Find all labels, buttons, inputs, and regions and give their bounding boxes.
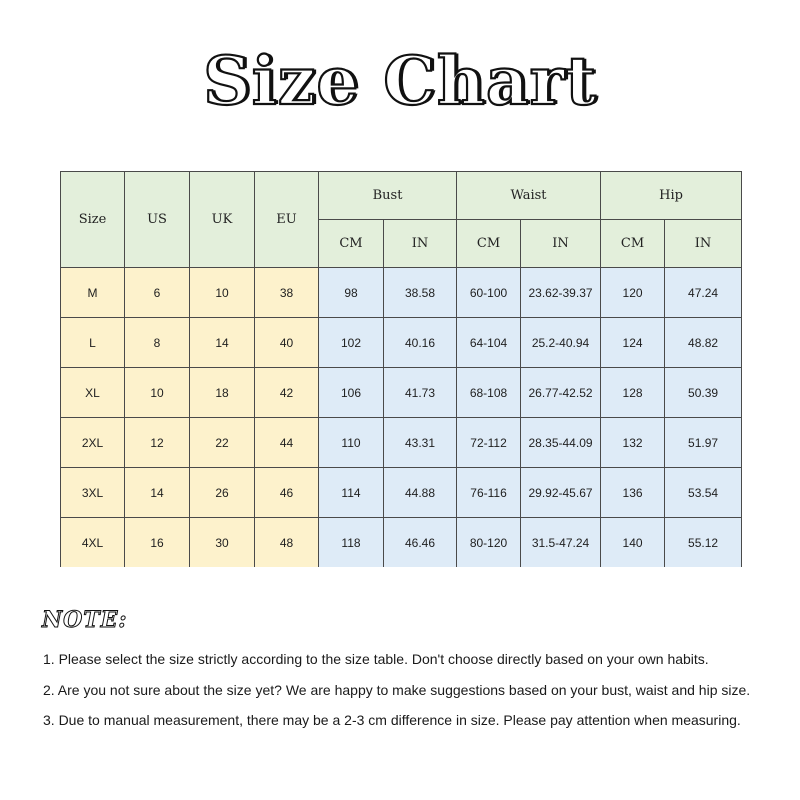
header-size: Size xyxy=(61,172,125,268)
cell-uk: 22 xyxy=(190,418,255,468)
page-title: Size Chart xyxy=(203,42,597,120)
header-eu: EU xyxy=(255,172,319,268)
cell-uk: 14 xyxy=(190,318,255,368)
table-row xyxy=(61,468,742,518)
table-row xyxy=(61,518,742,568)
cell-hip-in: 53.54 xyxy=(665,468,742,518)
cell-us: 16 xyxy=(125,518,190,568)
cell-us: 12 xyxy=(125,418,190,468)
cell-uk: 10 xyxy=(190,268,255,318)
cell-us: 8 xyxy=(125,318,190,368)
cell-eu: 42 xyxy=(255,368,319,418)
cell-size: 3XL xyxy=(61,468,125,518)
header-bust: Bust xyxy=(319,172,457,220)
header-us: US xyxy=(125,172,190,268)
cell-waist-cm: 68-108 xyxy=(457,368,521,418)
cell-size: 4XL xyxy=(61,518,125,568)
table-row xyxy=(61,418,742,468)
cell-size: 2XL xyxy=(61,418,125,468)
cell-waist-cm: 76-116 xyxy=(457,468,521,518)
cell-waist-cm: 80-120 xyxy=(457,518,521,568)
size-table-body xyxy=(61,268,742,568)
cell-waist-in: 31.5-47.24 xyxy=(521,518,601,568)
header-uk: UK xyxy=(190,172,255,268)
note-item: 3. Due to manual measurement, there may be a 2-3 cm difference in size. Please pay attention when measuring. xyxy=(43,712,741,728)
cell-hip-in: 48.82 xyxy=(665,318,742,368)
header-waist-in: IN xyxy=(521,220,601,268)
header-waist: Waist xyxy=(457,172,601,220)
note-item: 2. Are you not sure about the size yet? We are happy to make suggestions based on your bust, waist and hip size. xyxy=(43,682,751,698)
header-hip: Hip xyxy=(601,172,742,220)
table-row xyxy=(61,318,742,368)
cell-bust-cm: 114 xyxy=(319,468,384,518)
cell-bust-in: 44.88 xyxy=(384,468,457,518)
cell-eu: 38 xyxy=(255,268,319,318)
cell-waist-in: 28.35-44.09 xyxy=(521,418,601,468)
cell-uk: 18 xyxy=(190,368,255,418)
cell-bust-in: 38.58 xyxy=(384,268,457,318)
header-bust-cm: CM xyxy=(319,220,384,268)
cell-hip-cm: 132 xyxy=(601,418,665,468)
cell-hip-cm: 124 xyxy=(601,318,665,368)
cell-size: XL xyxy=(61,368,125,418)
cell-hip-cm: 136 xyxy=(601,468,665,518)
cell-waist-cm: 60-100 xyxy=(457,268,521,318)
note-item: 1. Please select the size strictly according to the size table. Don't choose directly based on your own habits. xyxy=(43,651,709,667)
cell-bust-in: 40.16 xyxy=(384,318,457,368)
cell-size: M xyxy=(61,268,125,318)
cell-size: L xyxy=(61,318,125,368)
cell-waist-in: 29.92-45.67 xyxy=(521,468,601,518)
cell-waist-cm: 64-104 xyxy=(457,318,521,368)
table-row xyxy=(61,368,742,418)
header-bust-in: IN xyxy=(384,220,457,268)
cell-waist-in: 25.2-40.94 xyxy=(521,318,601,368)
cell-bust-in: 46.46 xyxy=(384,518,457,568)
cell-eu: 44 xyxy=(255,418,319,468)
cell-hip-cm: 140 xyxy=(601,518,665,568)
cell-bust-cm: 106 xyxy=(319,368,384,418)
cell-bust-in: 41.73 xyxy=(384,368,457,418)
cell-us: 10 xyxy=(125,368,190,418)
header-hip-in: IN xyxy=(665,220,742,268)
header-hip-cm: CM xyxy=(601,220,665,268)
cell-uk: 26 xyxy=(190,468,255,518)
table-row xyxy=(61,268,742,318)
cell-hip-in: 55.12 xyxy=(665,518,742,568)
cell-us: 6 xyxy=(125,268,190,318)
cell-waist-cm: 72-112 xyxy=(457,418,521,468)
cell-eu: 48 xyxy=(255,518,319,568)
cell-bust-in: 43.31 xyxy=(384,418,457,468)
cell-hip-in: 51.97 xyxy=(665,418,742,468)
cell-hip-in: 50.39 xyxy=(665,368,742,418)
cell-bust-cm: 102 xyxy=(319,318,384,368)
note-heading: NOTE: xyxy=(42,607,128,633)
cell-eu: 40 xyxy=(255,318,319,368)
cell-bust-cm: 110 xyxy=(319,418,384,468)
header-waist-cm: CM xyxy=(457,220,521,268)
cell-eu: 46 xyxy=(255,468,319,518)
cell-uk: 30 xyxy=(190,518,255,568)
cell-bust-cm: 118 xyxy=(319,518,384,568)
cell-bust-cm: 98 xyxy=(319,268,384,318)
cell-waist-in: 26.77-42.52 xyxy=(521,368,601,418)
cell-waist-in: 23.62-39.37 xyxy=(521,268,601,318)
size-table xyxy=(60,171,742,567)
cell-hip-in: 47.24 xyxy=(665,268,742,318)
cell-hip-cm: 120 xyxy=(601,268,665,318)
cell-us: 14 xyxy=(125,468,190,518)
cell-hip-cm: 128 xyxy=(601,368,665,418)
